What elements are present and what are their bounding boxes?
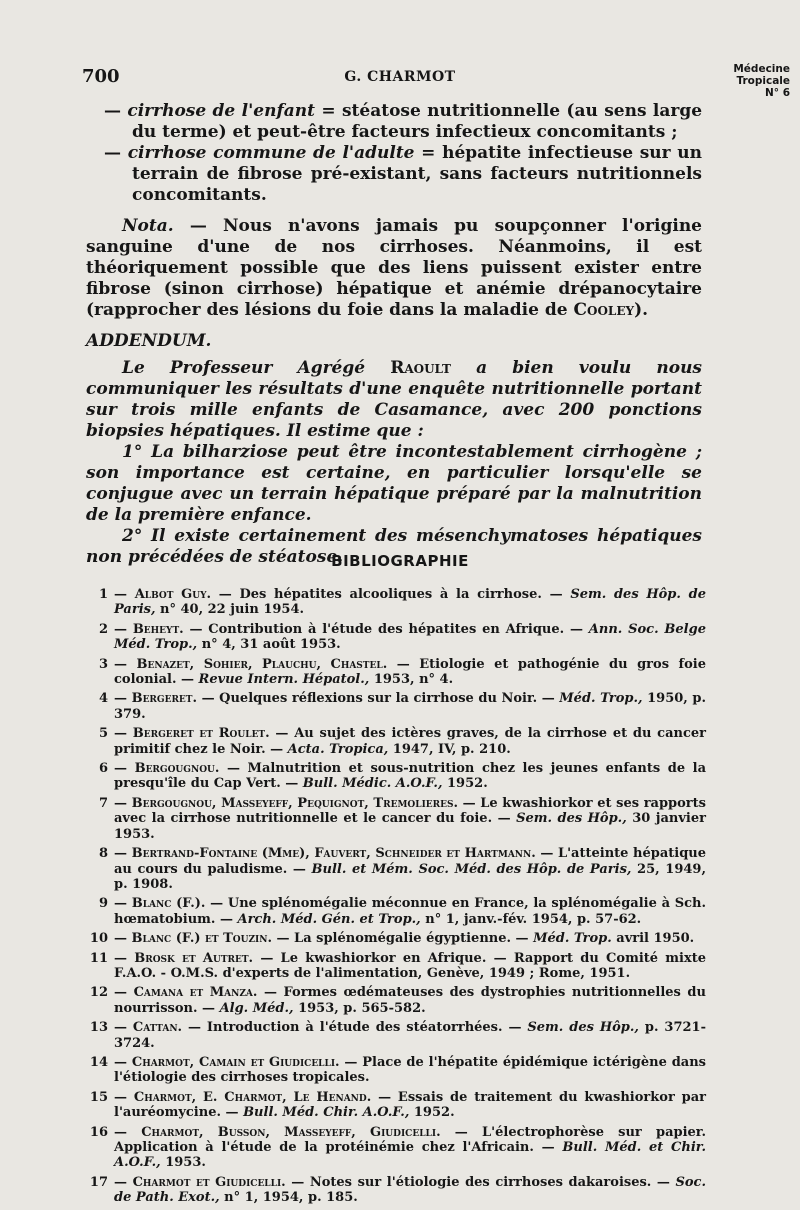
addendum-point: 2° Il existe certainement des mésenchymatoses hépatiques non précédées de stéatose. bbox=[86, 526, 702, 567]
bibliography-entry bbox=[86, 1175, 706, 1206]
entry-text: — Bergougnou. — Malnutrition et sous-nutrition chez les jeunes enfants de la presqu'île du Cap Vert. — Bull. Médic. A.O.F., 1952. bbox=[114, 761, 707, 792]
entry-journal: Méd. Trop. bbox=[533, 931, 612, 947]
entry-text: — Blanc (F.). — Une splénomégalie méconnue en France, la splénomégalie à Sch. hœmatobium. — Arch. Méd. Gén. et Trop., n° 1, janv.-fév. 1954, p. 57-62. bbox=[114, 896, 707, 927]
conclusion-item: — cirrhose commune de l'adulte = hépatite infectieuse sur un terrain de fibrose pré-existant, sans facteurs nutritionnels concomitants. bbox=[104, 143, 702, 205]
entry-details: p. 3721-3724. bbox=[114, 1020, 706, 1051]
entry-text: — Charmot et Giudicelli. — Notes sur l'étiologie des cirrhoses dakaroises. — Soc. de Path. Exot., n° 1, 1954, p. 185. bbox=[114, 1174, 706, 1206]
entry-text: — Bergeret et Roulet. — Au sujet des ictères graves, de la cirrhose et du cancer primitif chez le Noir. — Acta. Tropica, 1947, IV, p. 210. bbox=[114, 726, 707, 757]
bibliography-entry bbox=[86, 587, 706, 618]
addendum-point: 1° La bilharziose peut être incontestablement cirrhogène ; son importance est certaine, en particulier lorsqu'elle se conjugue avec un terrain hépatique préparé par la malnutrition de la première enfance. bbox=[86, 442, 702, 525]
entry-number: 2 bbox=[98, 621, 108, 637]
journal-issue: N° 6 bbox=[765, 87, 790, 99]
bibliography-title: BIBLIOGRAPHIE bbox=[331, 552, 469, 570]
bibliography-entry bbox=[86, 985, 706, 1016]
entry-title: — Essais de traitement du kwashiorkor par l'auréomycine. — bbox=[114, 1089, 706, 1121]
entry-title: — Place de l'hépatite épidémique ictérigène dans l'étiologie des cirrhoses tropicales. bbox=[114, 1054, 706, 1086]
addendum-title: ADDENDUM. bbox=[86, 331, 212, 351]
nota-paragraph: Nota. — Nous n'avons jamais pu soupçonner l'origine sanguine d'une de nos cirrhoses. Néanmoins, il est théoriquement possible que des liens puissent exister entre fibrose (sinon cirrhose) hépatique et anémie drépanocytaire (rapprocher des lésions du foie dans la maladie de Cooley). bbox=[86, 216, 702, 320]
bibliography-entry bbox=[86, 1090, 706, 1121]
entry-title: — Etiologie et pathogénie du gros foie colonial. — bbox=[114, 656, 706, 688]
entry-journal: Acta. Tropica, bbox=[287, 741, 389, 757]
entry-text: — Bertrand-Fontaine (Mme), Fauvert, Schneider et Hartmann. — L'atteinte hépatique au cours du paludisme. — Bull. et Mém. Soc. Méd. des Hôp. de Paris, 25, 1949, p. 1908. bbox=[114, 846, 707, 892]
entry-details: 1953. bbox=[160, 1155, 206, 1171]
author-name: Cooley bbox=[573, 300, 635, 320]
entry-title: — Une splénomégalie méconnue en France, la splénomégalie à Sch. hœmatobium. — bbox=[114, 896, 707, 927]
entry-authors: Bertrand-Fontaine (Mme), Fauvert, Schneider et Hartmann. bbox=[131, 846, 536, 862]
entry-journal: Soc. de Path. Exot., bbox=[114, 1174, 706, 1206]
entry-number: 14 bbox=[89, 1054, 108, 1070]
entry-text: — Bergeret. — Quelques réflexions sur la cirrhose du Noir. — Méd. Trop., 1950, p. 379. bbox=[114, 691, 707, 722]
entry-number: 7 bbox=[98, 795, 108, 811]
entry-title: — Notes sur l'étiologie des cirrhoses dakaroises. — bbox=[285, 1174, 676, 1190]
entry-number: 1 bbox=[98, 587, 108, 602]
entry-text: — Charmot, Camain et Giudicelli. — Place de l'hépatite épidémique ictérigène dans l'étiologie des cirrhoses tropicales. bbox=[114, 1054, 706, 1086]
journal-line: Médecine bbox=[733, 63, 790, 75]
entry-number: 17 bbox=[89, 1174, 108, 1190]
entry-title: — Malnutrition et sous-nutrition chez les jeunes enfants de la presqu'île du Cap Vert. — bbox=[114, 761, 707, 792]
entry-details: 1953, p. 565-582. bbox=[293, 1000, 426, 1016]
bibliography-entry bbox=[86, 896, 706, 927]
entry-details: 1952. bbox=[442, 776, 488, 792]
bibliography-entry bbox=[86, 726, 706, 757]
entry-text: — Brosk et Autret. — Le kwashiorkor en Afrique. — Rapport du Comité mixte F.A.O. - O.M.S. d'experts de l'alimentation, Genève, 1949 ; Rome, 1951. bbox=[114, 950, 706, 981]
entry-journal: Ann. Soc. Belge Méd. Trop., bbox=[114, 621, 706, 653]
entry-title: — Des hépatites alcooliques à la cirrhose. — bbox=[211, 587, 571, 602]
entry-title: — Formes œdémateuses des dystrophies nutritionnelles du nourrisson. — bbox=[114, 985, 706, 1016]
entry-text: — Bergougnou, Masseyeff, Pequignot, Tremolieres. — Le kwashiorkor et ses rapports avec la cirrhose nutritionnelle et le cancer du foie. — Sem. des Hôp., 30 janvier 1953. bbox=[114, 795, 706, 842]
entry-details: n° 1, 1954, p. 185. bbox=[219, 1190, 358, 1206]
entry-details: 1953, n° 4. bbox=[369, 672, 454, 688]
entry-authors: Blanc (F.). bbox=[131, 896, 206, 912]
entry-number: 9 bbox=[98, 896, 108, 912]
entry-journal: Arch. Méd. Gén. et Trop., bbox=[237, 911, 421, 927]
entry-authors: Camana et Manza. bbox=[133, 985, 258, 1001]
bibliography-entry bbox=[86, 761, 706, 792]
entry-authors: Benazet, Sohier, Plauchu, Chastel. bbox=[136, 656, 388, 672]
entry-authors: Charmot et Giudicelli. bbox=[132, 1174, 286, 1190]
entry-title: — Quelques réflexions sur la cirrhose du Noir. — bbox=[197, 691, 560, 707]
bibliography-entry bbox=[86, 931, 706, 946]
entry-journal: Sem. des Hôp., bbox=[527, 1020, 639, 1036]
entry-number: 13 bbox=[89, 1020, 108, 1036]
entry-number: 12 bbox=[89, 985, 108, 1001]
entry-journal: Bull. et Mém. Soc. Méd. des Hôp. de Paris, bbox=[311, 861, 632, 877]
entry-authors: Charmot, Camain et Giudicelli. bbox=[131, 1054, 340, 1070]
entry-number: 11 bbox=[89, 950, 108, 966]
entry-number: 16 bbox=[89, 1124, 108, 1140]
entry-title: — Au sujet des ictères graves, de la cirrhose et du cancer primitif chez le Noir. — bbox=[114, 726, 707, 757]
entry-number: 10 bbox=[89, 931, 108, 947]
bibliography-entry bbox=[86, 622, 706, 653]
entry-authors: Bergeret et Roulet. bbox=[132, 726, 270, 742]
article-body bbox=[86, 101, 702, 568]
running-head-author: G. CHARMOT bbox=[344, 69, 456, 85]
entry-title: — L'électrophorèse sur papier. Application à l'étude de la protéinémie chez l'Africain. — bbox=[114, 1124, 706, 1155]
entry-authors: Bergougnou, Masseyeff, Pequignot, Tremolieres. bbox=[131, 795, 459, 811]
entry-title: — Le kwashiorkor et ses rapports avec la cirrhose nutritionnelle et le cancer du foie. — bbox=[114, 795, 706, 827]
entry-authors: Bergougnou. bbox=[134, 761, 220, 777]
entry-text: — Blanc (F.) et Touzin. — La splénomégalie égyptienne. — Méd. Trop. avril 1950. bbox=[114, 931, 695, 947]
entry-text: — Beheyt. — Contribution à l'étude des hépatites en Afrique. — Ann. Soc. Belge Méd. Trop., n° 4, 31 août 1953. bbox=[114, 621, 706, 653]
conclusion-item: — cirrhose de l'enfant = stéatose nutritionnelle (au sens large du terme) et peut-être facteurs infectieux concomitants ; bbox=[104, 101, 703, 142]
entry-journal: Alg. Méd., bbox=[219, 1000, 294, 1016]
entry-text: — Charmot, E. Charmot, Le Henand. — Essais de traitement du kwashiorkor par l'auréomycine. — Bull. Méd. Chir. A.O.F., 1952. bbox=[114, 1089, 706, 1121]
entry-authors: Charmot, Busson, Masseyeff, Giudicelli. bbox=[141, 1124, 441, 1140]
author-name: Raoult bbox=[390, 358, 451, 378]
entry-details: 1947, IV, p. 210. bbox=[388, 741, 511, 757]
entry-title: — La splénomégalie égyptienne. — bbox=[272, 931, 534, 947]
addendum-paragraph: Le Professeur Agrégé Raoult a bien voulu nous communiquer les résultats d'une enquête nutritionnelle portant sur trois mille enfants de Casamance, avec 200 ponctions biopsies hépatiques. Il estime que : bbox=[86, 358, 703, 441]
entry-authors: Brosk et Autret. bbox=[134, 950, 254, 966]
entry-title: — Introduction à l'étude des stéatorrhées. — bbox=[182, 1020, 528, 1036]
entry-number: 15 bbox=[89, 1089, 108, 1105]
bibliography-entry bbox=[86, 846, 706, 892]
page-number: 700 bbox=[82, 66, 120, 87]
entry-text: — Charmot, Busson, Masseyeff, Giudicelli. — L'électrophorèse sur papier. Application à l'étude de la protéinémie chez l'Africain. — Bull. Méd. et Chir. A.O.F., 1953. bbox=[114, 1124, 706, 1171]
journal-name bbox=[733, 63, 790, 99]
entry-journal: Bull. Médic. A.O.F., bbox=[302, 776, 443, 792]
entry-details: 1950, p. 379. bbox=[114, 691, 707, 722]
entry-number: 4 bbox=[98, 691, 108, 707]
entry-number: 5 bbox=[98, 726, 108, 742]
entry-number: 8 bbox=[98, 846, 108, 862]
bibliography-list bbox=[86, 587, 706, 1210]
entry-number: 3 bbox=[98, 656, 108, 672]
entry-details: n° 4, 31 août 1953. bbox=[197, 637, 341, 653]
entry-text: — Camana et Manza. — Formes œdémateuses des dystrophies nutritionnelles du nourrisson. — Alg. Méd., 1953, p. 565-582. bbox=[114, 985, 706, 1016]
entry-details: 30 janvier 1953. bbox=[114, 811, 706, 842]
nota-label: Nota. bbox=[122, 216, 174, 236]
entry-journal: Bull. Méd. et Chir. A.O.F., bbox=[114, 1140, 706, 1171]
entry-journal: Sem. des Hôp. de Paris, bbox=[114, 587, 706, 618]
entry-details: 1952. bbox=[409, 1105, 455, 1121]
entry-details: n° 1, janv.-fév. 1954, p. 57-62. bbox=[420, 911, 642, 927]
entry-text: — Benazet, Sohier, Plauchu, Chastel. — Etiologie et pathogénie du gros foie colonial. — Revue Intern. Hépatol., 1953, n° 4. bbox=[114, 656, 706, 688]
entry-authors: Beheyt. bbox=[132, 621, 184, 637]
entry-title: — Contribution à l'étude des hépatites en Afrique. — bbox=[183, 621, 589, 637]
bibliography-entry bbox=[86, 691, 706, 722]
entry-authors: Bergeret. bbox=[131, 691, 198, 707]
bibliography-entry bbox=[86, 1020, 706, 1051]
bibliography-entry bbox=[86, 1055, 706, 1086]
journal-line: Tropicale bbox=[736, 75, 790, 87]
bibliography-entry bbox=[86, 657, 706, 688]
entry-details: n° 40, 22 juin 1954. bbox=[155, 602, 305, 618]
entry-details: 25, 1949, p. 1908. bbox=[114, 861, 706, 892]
entry-authors: Blanc (F.) et Touzin. bbox=[131, 931, 272, 947]
entry-number: 6 bbox=[98, 761, 108, 777]
bibliography-entry bbox=[86, 1125, 706, 1171]
bibliography-entry bbox=[86, 796, 706, 842]
bibliography-entry bbox=[86, 951, 706, 982]
entry-title: — Le kwashiorkor en Afrique. — Rapport du Comité mixte F.A.O. - O.M.S. d'experts de l'alimentation, Genève, 1949 ; Rome, 1951. bbox=[114, 950, 706, 981]
entry-authors: Cattan. bbox=[132, 1020, 183, 1036]
entry-details: avril 1950. bbox=[611, 931, 695, 947]
entry-journal: Méd. Trop., bbox=[559, 691, 643, 707]
entry-title: — L'atteinte hépatique au cours du paludisme. — bbox=[114, 846, 707, 877]
entry-text: — Albot Guy. — Des hépatites alcooliques à la cirrhose. — Sem. des Hôp. de Paris, n° 40, 22 juin 1954. bbox=[114, 587, 706, 618]
entry-journal: Bull. Méd. Chir. A.O.F., bbox=[243, 1105, 410, 1121]
entry-journal: Revue Intern. Hépatol., bbox=[198, 672, 370, 688]
entry-authors: Albot Guy. bbox=[134, 587, 212, 602]
term: cirrhose commune de l'adulte bbox=[127, 143, 415, 163]
term: cirrhose de l'enfant bbox=[127, 101, 315, 121]
entry-text: — Cattan. — Introduction à l'étude des stéatorrhées. — Sem. des Hôp., p. 3721-3724. bbox=[114, 1020, 706, 1051]
entry-authors: Charmot, E. Charmot, Le Henand. bbox=[133, 1089, 372, 1105]
entry-journal: Sem. des Hôp., bbox=[516, 811, 627, 827]
